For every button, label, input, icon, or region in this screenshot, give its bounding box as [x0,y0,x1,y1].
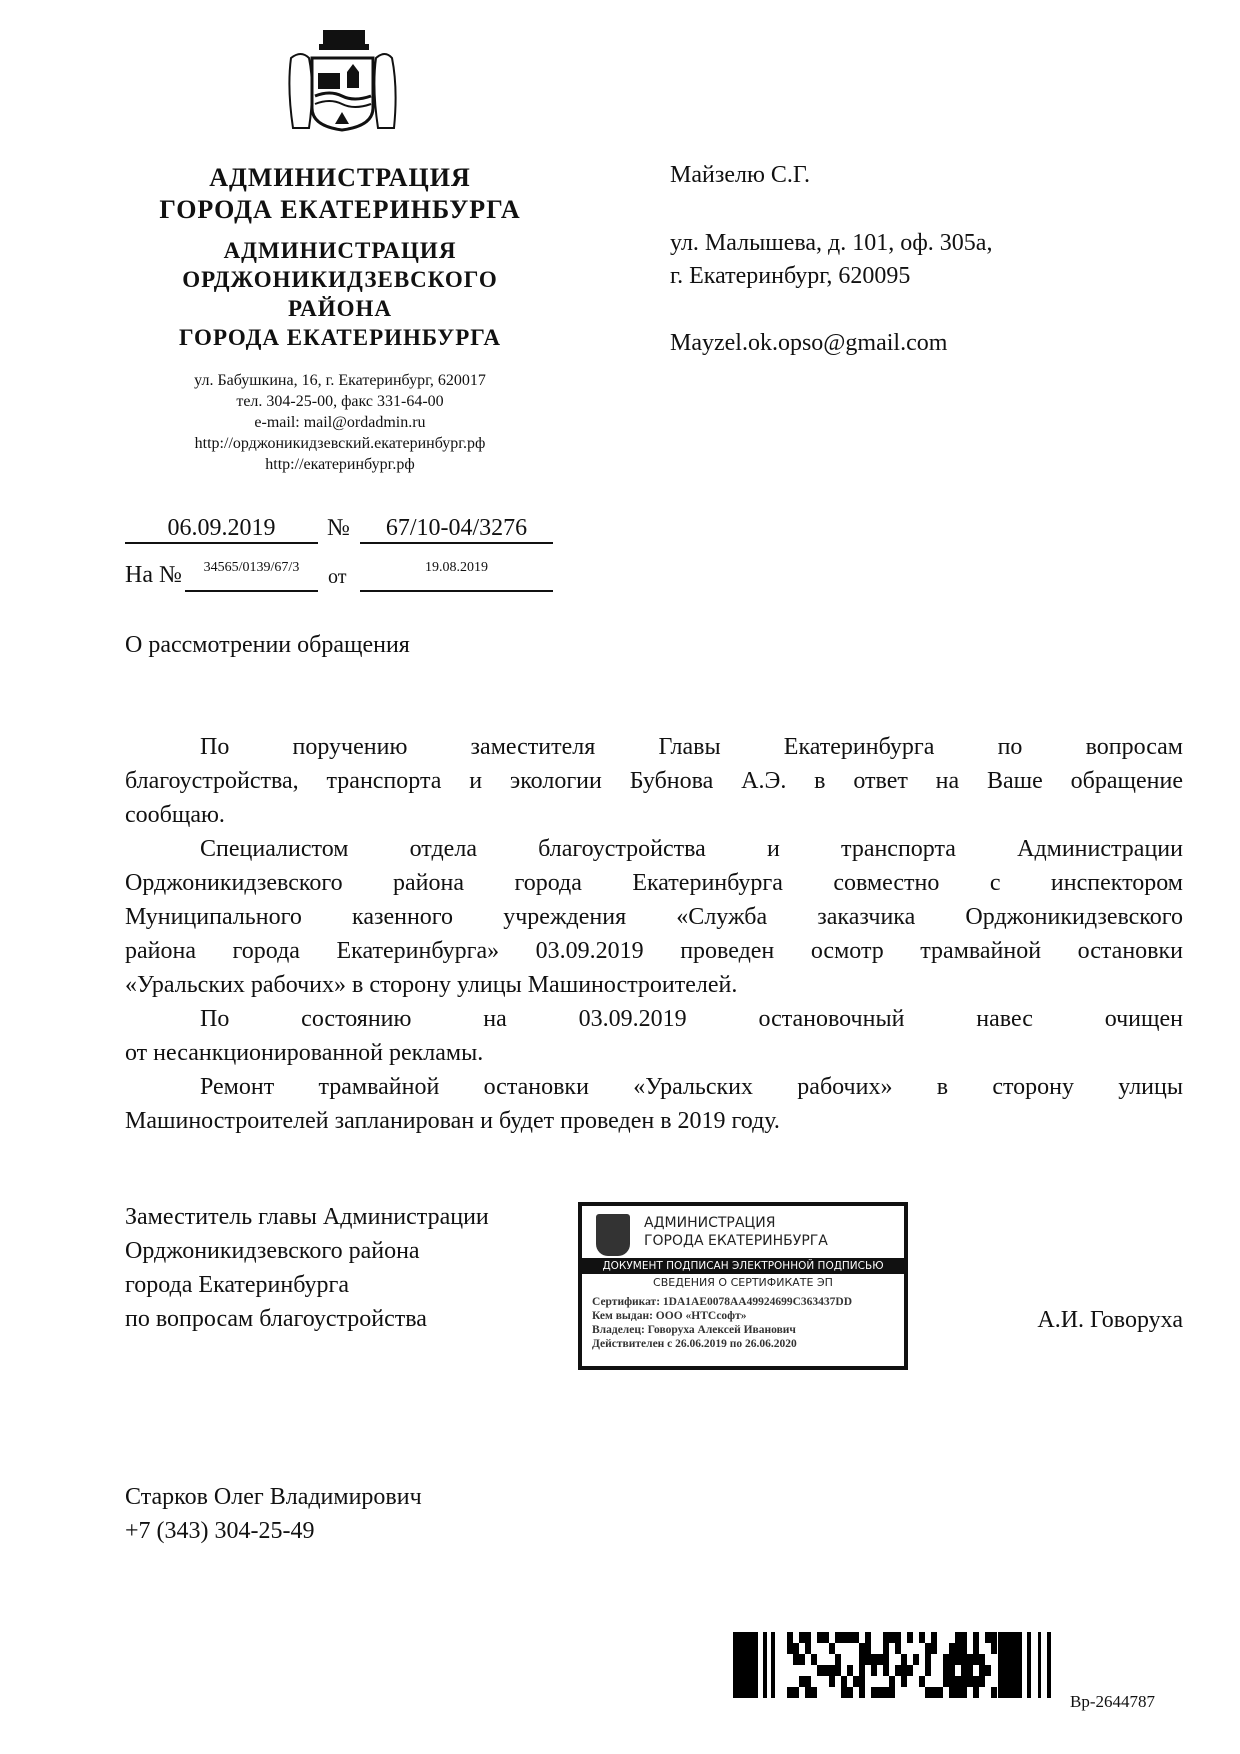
barcode-bar [979,1676,985,1687]
stamp-owner: Владелец: Говоруха Алексей Иванович [592,1324,796,1336]
barcode-bar [991,1687,997,1698]
barcode-bar [823,1665,829,1676]
district-administration-title [120,236,560,352]
stamp-org-line: ГОРОДА ЕКАТЕРИНБУРГА [644,1233,828,1249]
barcode-bar [859,1643,865,1654]
electronic-signature-stamp [578,1202,908,1370]
barcode-bar [907,1632,913,1643]
barcode-bar [793,1687,799,1698]
barcode-bar [955,1654,961,1665]
barcode-bar [979,1665,985,1676]
barcode-bar [799,1632,805,1643]
title-line: ОРДЖОНИКИДЗЕВСКОГО [182,267,498,292]
barcode-bar [985,1632,991,1643]
barcode-bar [835,1632,841,1643]
title-line: ГОРОДА ЕКАТЕРИНБУРГА [159,195,521,224]
barcode-bar [961,1654,967,1665]
city-administration-title [120,162,560,226]
barcode-bar [955,1643,961,1654]
barcode-bar [805,1643,811,1654]
barcode-bar [931,1687,937,1698]
barcode-bar [877,1687,883,1698]
barcode-bar [895,1665,901,1676]
barcode-bar [973,1632,979,1643]
barcode-bar [949,1687,955,1698]
barcode-bar [787,1632,793,1643]
recipient-email: Mayzel.ok.opso@gmail.com [670,330,948,356]
signer-position [125,1200,489,1336]
barcode-bar [771,1632,775,1698]
document-date: 06.09.2019 [125,515,318,544]
city-crest-icon [596,1214,630,1256]
barcode-bar [799,1654,805,1665]
document-number: 67/10-04/3276 [360,515,553,544]
barcode-bar [967,1665,973,1676]
barcode-bar [1047,1632,1051,1698]
position-line: по вопросам благоустройства [125,1306,427,1332]
barcode-bar [925,1665,931,1676]
body-line: Специалистом отдела благоустройства и транспорта Администрации [200,836,1183,862]
barcode-bar [919,1632,925,1643]
barcode-bar [943,1654,949,1665]
barcode-bar [817,1665,823,1676]
website-line: http://екатеринбург.рф [265,456,415,473]
barcode-bar [955,1687,961,1698]
barcode-bar [811,1687,817,1698]
barcode-bar [793,1643,799,1654]
body-line: благоустройства, транспорта и экологии Бубнова А.Э. в ответ на Ваше обращение [125,768,1183,794]
barcode-bar [889,1687,895,1698]
stamp-subtitle: СВЕДЕНИЯ О СЕРТИФИКАТЕ ЭП [653,1276,833,1289]
barcode-bar [889,1632,895,1643]
barcode-bar [805,1676,811,1687]
barcode-bar [961,1687,967,1698]
barcode-bar [841,1676,847,1687]
barcode-bar [961,1632,967,1643]
barcode-bar [835,1654,841,1665]
stamp-band: ДОКУМЕНТ ПОДПИСАН ЭЛЕКТРОННОЙ ПОДПИСЬЮ [582,1258,904,1274]
barcode-bar [913,1654,919,1665]
title-line: ГОРОДА ЕКАТЕРИНБУРГА [179,325,501,350]
barcode-bar [883,1687,889,1698]
title-line: АДМИНИСТРАЦИЯ [223,238,457,263]
barcode-bar [859,1654,865,1665]
barcode-bar [793,1654,799,1665]
barcode-bar [871,1654,877,1665]
barcode-bar [925,1643,931,1654]
barcode-bar [763,1632,767,1698]
barcode-bar [829,1643,835,1654]
barcode-bar [1027,1632,1031,1698]
contact-block [125,1480,422,1548]
barcode-bar [847,1665,853,1676]
barcode-bar [1038,1632,1041,1698]
recipient-name: Майзелю С.Г. [670,162,811,188]
barcode-bar [889,1676,895,1687]
stamp-certificate: Сертификат: 1DA1AE0078AA49924699C363437DD [592,1296,853,1308]
barcode-bar [919,1676,925,1687]
body-line: Ремонт трамвайной остановки «Уральских рабочих» в сторону улицы [200,1074,1183,1100]
barcode-bar [733,1632,758,1698]
barcode-bar [883,1665,889,1676]
barcode-bar [973,1654,979,1665]
barcode-bar [805,1687,811,1698]
reply-number: 34565/0139/67/3 [185,560,318,592]
phone-line: тел. 304-25-00, факс 331-64-00 [236,393,444,410]
barcode-bar [943,1676,949,1687]
reply-number-label: На № [125,562,182,588]
barcode-bar [895,1632,901,1643]
barcode-bar [949,1665,955,1676]
letter-body [125,730,1183,1138]
body-line: Муниципального казенного учреждения «Служба заказчика Орджоникидзевского [125,904,1183,930]
barcode-bar [835,1665,841,1676]
email-line: e-mail: mail@ordadmin.ru [254,414,426,431]
title-line: РАЙОНА [288,296,392,321]
barcode-bar [817,1632,823,1643]
body-line: Орджоникидзевского района города Екатеринбурга совместно с инспектором [125,870,1183,896]
barcode-bar [859,1687,865,1698]
coat-of-arms-emblem [285,28,400,132]
stamp-issuer: Кем выдан: ООО «НТСсофт» [592,1310,747,1322]
barcode-bar [961,1676,967,1687]
barcode-bar [853,1676,859,1687]
barcode-bar [853,1632,859,1643]
barcode-bar [961,1665,967,1676]
barcode-bar [949,1654,955,1665]
from-label: от [328,566,347,588]
barcode-bar [895,1643,901,1654]
barcode-bar [829,1665,835,1676]
barcode-bar [883,1632,889,1643]
barcode-bar [967,1676,973,1687]
signer-name: А.И. Говоруха [1037,1307,1183,1333]
barcode-bar [847,1687,853,1698]
barcode-bar [931,1643,937,1654]
barcode-bar [973,1643,979,1654]
barcode-bar [998,1632,1022,1698]
barcode-bar [811,1654,817,1665]
reply-date: 19.08.2019 [360,560,553,592]
barcode-bar [871,1665,877,1676]
barcode-bar [901,1665,907,1676]
position-line: Заместитель главы Администрации [125,1204,489,1230]
barcode [733,1632,1058,1703]
barcode-bar [937,1687,943,1698]
stamp-org-line: АДМИНИСТРАЦИЯ [644,1215,776,1231]
title-line: АДМИНИСТРАЦИЯ [209,163,471,192]
barcode-bar [799,1676,805,1687]
barcode-bar [865,1654,871,1665]
barcode-bar [871,1687,877,1698]
body-line: По поручению заместителя Главы Екатеринбурга по вопросам [200,734,1183,760]
letter-subject: О рассмотрении обращения [125,632,410,658]
barcode-bar [883,1643,889,1654]
barcode-bar [847,1632,853,1643]
barcode-bar [991,1643,997,1654]
barcode-bar [949,1643,955,1654]
barcode-bar [979,1654,985,1665]
barcode-bar [859,1665,865,1676]
barcode-bar [805,1632,811,1643]
position-line: Орджоникидзевского района [125,1238,420,1264]
barcode-bar [907,1665,913,1676]
barcode-bar [985,1665,991,1676]
barcode-bar [901,1676,907,1687]
barcode-caption: Вр-2644787 [1070,1692,1155,1711]
body-line: Машиностроителей запланирован и будет проведен в 2019 году. [125,1108,780,1134]
number-label: № [327,515,350,541]
sender-address-block [120,370,560,475]
barcode-bar [973,1676,979,1687]
stamp-validity: Действителен с 26.06.2019 по 26.06.2020 [592,1338,797,1350]
barcode-bar [787,1687,793,1698]
address-line: ул. Бабушкина, 16, г. Екатеринбург, 620017 [194,372,486,389]
barcode-bar [787,1643,793,1654]
barcode-bar [931,1632,937,1643]
body-line: сообщаю. [125,802,225,828]
body-line: от несанкционированной рекламы. [125,1040,484,1066]
barcode-bar [823,1632,829,1643]
barcode-bar [955,1632,961,1643]
barcode-bar [865,1632,871,1643]
barcode-bar [961,1643,967,1654]
contact-name: Старков Олег Владимирович [125,1484,422,1510]
barcode-bar [955,1676,961,1687]
recipient-address-line2: г. Екатеринбург, 620095 [670,263,911,289]
contact-phone: +7 (343) 304-25-49 [125,1518,315,1544]
body-line: «Уральских рабочих» в сторону улицы Машиностроителей. [125,972,738,998]
barcode-bar [883,1654,889,1665]
body-line: района города Екатеринбурга» 03.09.2019 проведен осмотр трамвайной остановки [125,938,1183,964]
barcode-bar [841,1632,847,1643]
recipient-address-line1: ул. Малышева, д. 101, оф. 305а, [670,230,993,256]
barcode-bar [829,1676,835,1687]
barcode-bar [991,1632,997,1643]
barcode-bar [925,1654,931,1665]
barcode-bar [877,1654,883,1665]
body-line: По состоянию на 03.09.2019 остановочный навес очищен [200,1006,1183,1032]
barcode-bar [925,1687,931,1698]
barcode-bar [901,1654,907,1665]
website-line: http://орджоникидзевский.екатеринбург.рф [194,435,486,452]
barcode-bar [949,1676,955,1687]
barcode-bar [943,1665,949,1676]
barcode-bar [967,1654,973,1665]
position-line: города Екатеринбурга [125,1272,350,1298]
barcode-bar [865,1643,871,1654]
barcode-bar [841,1687,847,1698]
barcode-bar [973,1687,979,1698]
barcode-bar [859,1676,865,1687]
stamp-organization [644,1214,828,1250]
